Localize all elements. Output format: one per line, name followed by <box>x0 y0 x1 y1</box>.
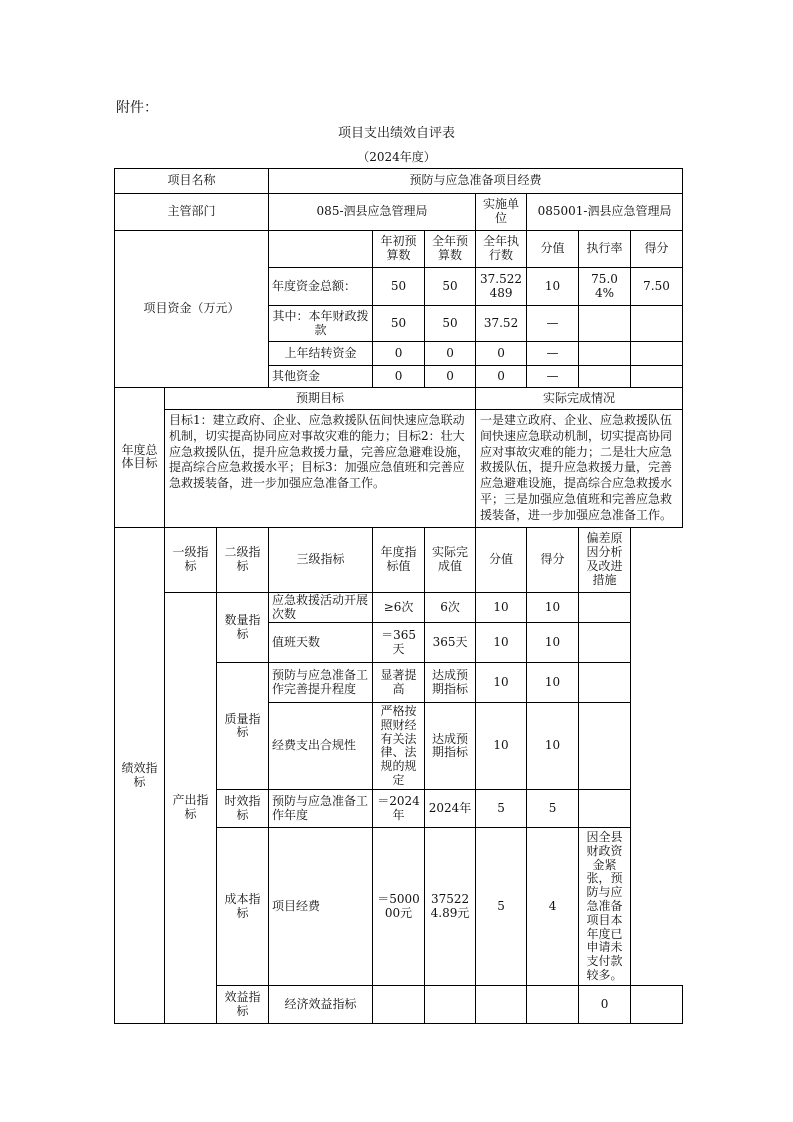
indicator-name: 预防与应急准备工作完善提升程度 <box>269 663 373 703</box>
indicator-score: 10 <box>527 623 579 663</box>
indicator-header-score: 得分 <box>527 527 579 592</box>
indicator-header-level3: 三级指标 <box>269 527 373 592</box>
indicator-score: 0 <box>579 986 631 1024</box>
indicator-score: 10 <box>527 663 579 703</box>
funds-row-score-value: — <box>527 366 579 388</box>
indicator-reason <box>579 663 631 703</box>
funds-row-executed: 37.522489 <box>476 268 527 306</box>
actual-result-text: 一是建立政府、企业、应急救援队伍间快速应急联动机制，切实提高协同应对事故灾难的能力；二是壮大应急救援队伍，提升应急救援力量，完善应急避难设施，提高综合应急救援水平；三是加强应急值班和完善应急救援装备，进一步加强应急准备工作。 <box>476 410 683 528</box>
indicator-reason <box>579 790 631 828</box>
indicator-target: ＝500000元 <box>373 828 425 986</box>
goals-body-row <box>115 410 683 528</box>
indicator-score: 5 <box>527 790 579 828</box>
indicator-score-value: 10 <box>476 703 527 790</box>
impl-label: 实施单位 <box>476 194 527 231</box>
funds-header-blank <box>269 231 373 268</box>
funds-header-executed: 全年执行数 <box>476 231 527 268</box>
indicator-name: 值班天数 <box>269 623 373 663</box>
indicator-actual: 375224.89元 <box>425 828 476 986</box>
indicator-score: 4 <box>527 828 579 986</box>
indicator-target: 显著提高 <box>373 663 425 703</box>
funds-row-score-value: — <box>527 342 579 366</box>
goals-header-row <box>115 388 683 410</box>
funds-row-initial: 50 <box>373 268 425 306</box>
funds-row-score-value: 10 <box>527 268 579 306</box>
indicator-reason <box>579 703 631 790</box>
funds-header-score: 得分 <box>631 231 683 268</box>
indicator-actual: 达成预期指标 <box>425 663 476 703</box>
indicator-score-value: 10 <box>476 592 527 623</box>
indicator-reason <box>631 986 683 1024</box>
funds-row-rate <box>579 366 631 388</box>
actual-result-header: 实际完成情况 <box>476 388 683 410</box>
project-name-label: 项目名称 <box>115 169 269 194</box>
indicator-row <box>115 592 683 623</box>
funds-row-rate: 75.04% <box>579 268 631 306</box>
funds-row-executed: 0 <box>476 342 527 366</box>
funds-header-score-value: 分值 <box>527 231 579 268</box>
indicator-name: 预防与应急准备工作年度 <box>269 790 373 828</box>
indicator-reason <box>579 623 631 663</box>
funds-row-annual: 50 <box>425 268 476 306</box>
indicator-actual <box>476 986 527 1024</box>
dept-label: 主管部门 <box>115 194 269 231</box>
indicator-score-value: 10 <box>476 663 527 703</box>
indicator-score: 10 <box>527 592 579 623</box>
expected-goal-header: 预期目标 <box>165 388 476 410</box>
indicator-actual: 达成预期指标 <box>425 703 476 790</box>
funds-row-annual: 0 <box>425 366 476 388</box>
indicator-score: 10 <box>527 703 579 790</box>
funds-header-annual: 全年预算数 <box>425 231 476 268</box>
funds-row-rate <box>579 342 631 366</box>
expected-goal-text: 目标1：建立政府、企业、应急救援队伍间快速应急联动机制，切实提高协同应对事故灾难的能力；目标2：壮大应急救援队伍，提升应急救援力量，完善应急避难设施，提高综合应急救援水平；目标3：加强应急值班和完善应急救援装备，进一步加强应急准备工作。 <box>165 410 476 528</box>
indicator-name: 应急救援活动开展次数 <box>269 592 373 623</box>
indicator-score-value <box>527 986 579 1024</box>
quantity-indicator-label: 数量指标 <box>217 592 269 663</box>
output-indicator-label: 产出指标 <box>165 592 217 1024</box>
funds-header-initial: 年初预算数 <box>373 231 425 268</box>
indicator-actual: 6次 <box>425 592 476 623</box>
funds-row-name: 上年结转资金 <box>269 342 373 366</box>
funds-row-initial: 50 <box>373 306 425 342</box>
funds-row-annual: 50 <box>425 306 476 342</box>
indicator-header-level1: 一级指标 <box>165 527 217 592</box>
dept-value: 085-泗县应急管理局 <box>269 194 476 231</box>
funds-row-score: 7.50 <box>631 268 683 306</box>
funds-row-initial: 0 <box>373 342 425 366</box>
indicator-score-value: 5 <box>476 828 527 986</box>
indicator-score-value: 10 <box>476 623 527 663</box>
indicator-target: ＝365天 <box>373 623 425 663</box>
attachment-label: 附件： <box>116 100 158 116</box>
indicator-name <box>373 986 425 1024</box>
indicator-actual: 2024年 <box>425 790 476 828</box>
indicator-reason <box>579 592 631 623</box>
funds-row-executed: 0 <box>476 366 527 388</box>
indicator-target: ≥6次 <box>373 592 425 623</box>
quality-indicator-label: 质量指标 <box>217 663 269 790</box>
project-name-row <box>115 169 683 194</box>
indicators-label: 绩效指标 <box>115 527 165 1024</box>
benefit-indicator-label: 效益指标 <box>217 986 269 1024</box>
indicator-header-target: 年度指标值 <box>373 527 425 592</box>
indicator-header-actual: 实际完成值 <box>425 527 476 592</box>
indicator-header-row <box>115 527 683 592</box>
project-name-value: 预防与应急准备项目经费 <box>269 169 683 194</box>
economic-indicator-label: 经济效益指标 <box>269 986 373 1024</box>
goals-label: 年度总体目标 <box>115 388 165 528</box>
funds-row-rate <box>579 306 631 342</box>
funds-row-executed: 37.52 <box>476 306 527 342</box>
timeliness-indicator-label: 时效指标 <box>217 790 269 828</box>
indicator-target: ＝2024年 <box>373 790 425 828</box>
indicator-header-reason: 偏差原因分析及改进措施 <box>579 527 631 592</box>
indicator-reason: 因全县财政资金紧张，预防与应急准备项目本年度已申请未支付款较多。 <box>579 828 631 986</box>
department-row <box>115 194 683 231</box>
self-evaluation-table <box>114 168 683 1024</box>
indicator-target <box>425 986 476 1024</box>
indicator-name: 经费支出合规性 <box>269 703 373 790</box>
funds-header-rate: 执行率 <box>579 231 631 268</box>
indicator-header-level2: 二级指标 <box>217 527 269 592</box>
funds-row-annual: 0 <box>425 342 476 366</box>
funds-row-score <box>631 366 683 388</box>
indicator-header-score-value: 分值 <box>476 527 527 592</box>
funds-row-name: 其中：本年财政拨款 <box>269 306 373 342</box>
indicator-name: 项目经费 <box>269 828 373 986</box>
funds-row-score <box>631 342 683 366</box>
indicator-actual: 365天 <box>425 623 476 663</box>
funds-row-score <box>631 306 683 342</box>
indicator-score-value: 5 <box>476 790 527 828</box>
funds-header-row <box>115 231 683 268</box>
form-title: 项目支出绩效自评表 <box>337 126 455 141</box>
form-year: （2024年度） <box>357 150 436 164</box>
funds-row-initial: 0 <box>373 366 425 388</box>
cost-indicator-label: 成本指标 <box>217 828 269 986</box>
funds-row-name: 年度资金总额： <box>269 268 373 306</box>
funds-label: 项目资金（万元） <box>115 231 269 388</box>
funds-row-score-value: — <box>527 306 579 342</box>
impl-value: 085001-泗县应急管理局 <box>527 194 683 231</box>
funds-row-name: 其他资金 <box>269 366 373 388</box>
indicator-target: 严格按照财经有关法律、法规的规定 <box>373 703 425 790</box>
